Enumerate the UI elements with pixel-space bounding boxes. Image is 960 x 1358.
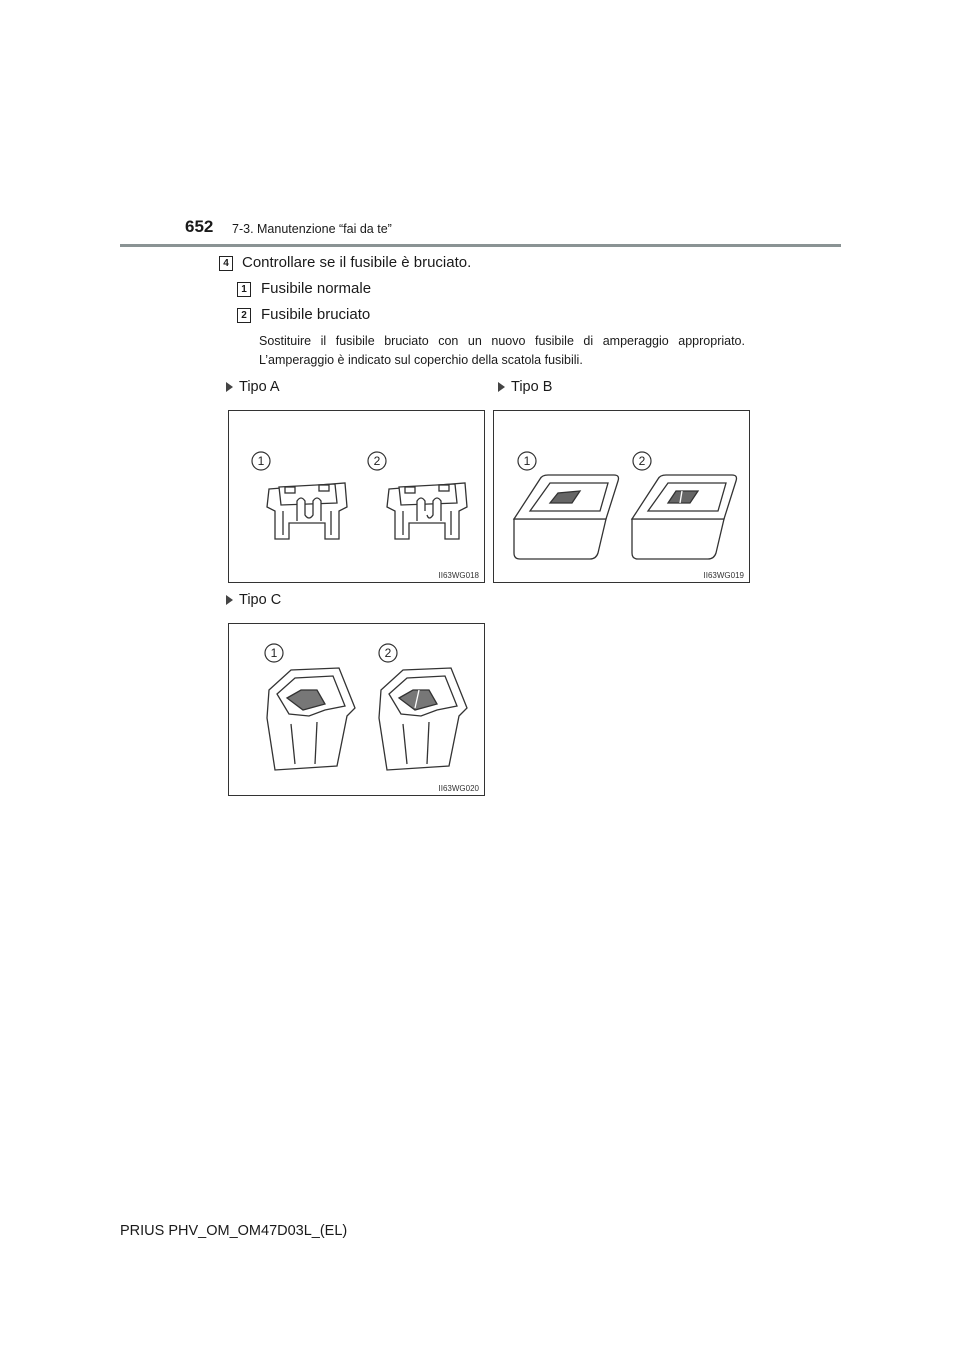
paragraph-line: L’amperaggio è indicato sul coperchio della scatola fusibili. — [259, 353, 583, 367]
footer-document-code: PRIUS PHV_OM_OM47D03L_(EL) — [120, 1223, 348, 1239]
type-c-label — [226, 592, 281, 608]
fuse-figure-type-a — [228, 410, 485, 583]
normal-fuse-icon — [514, 475, 619, 559]
paragraph-line: Sostituire il fusibile bruciato con un nuovo fusibile di amperaggio appropriato. — [259, 334, 745, 348]
type-label-text: Tipo B — [511, 379, 553, 395]
triangle-bullet-icon — [226, 595, 233, 605]
item-label-normal: Fusibile normale — [261, 280, 372, 297]
callout-1: 1 — [257, 454, 265, 468]
triangle-bullet-icon — [498, 382, 505, 392]
triangle-bullet-icon — [226, 382, 233, 392]
item-number-badge: 2 — [237, 308, 251, 323]
type-b-label — [498, 379, 552, 395]
figure-code: II63WG019 — [703, 571, 744, 580]
fuse-figure-type-c — [228, 623, 485, 796]
fuse-type-a-illustration — [229, 411, 484, 582]
blown-fuse-icon — [379, 668, 467, 770]
type-label-text: Tipo A — [239, 379, 280, 395]
type-a-label — [226, 379, 280, 395]
normal-fuse-icon — [267, 668, 355, 770]
item-label-blown: Fusibile bruciato — [261, 306, 371, 323]
step-instruction: Controllare se il fusibile è bruciato. — [242, 254, 472, 271]
step-number-badge: 4 — [219, 256, 233, 271]
callout-2: 2 — [638, 454, 646, 468]
figure-code: II63WG020 — [438, 784, 479, 793]
callout-2: 2 — [373, 454, 381, 468]
fuse-type-c-illustration — [229, 624, 484, 795]
callout-1: 1 — [270, 646, 278, 660]
instruction-paragraph — [259, 332, 745, 370]
page-number: 652 — [185, 217, 214, 236]
item-number-badge: 1 — [237, 282, 251, 297]
figure-code: II63WG018 — [438, 571, 479, 580]
normal-fuse-icon — [267, 483, 347, 539]
blown-fuse-icon — [632, 475, 737, 559]
fuse-type-b-illustration — [494, 411, 749, 582]
callout-1: 1 — [523, 454, 531, 468]
section-title: 7-3. Manutenzione “fai da te” — [232, 222, 392, 236]
callout-2: 2 — [384, 646, 392, 660]
fuse-figure-type-b — [493, 410, 750, 583]
type-label-text: Tipo C — [239, 592, 282, 608]
header-divider — [120, 244, 841, 247]
blown-fuse-icon — [387, 483, 467, 539]
